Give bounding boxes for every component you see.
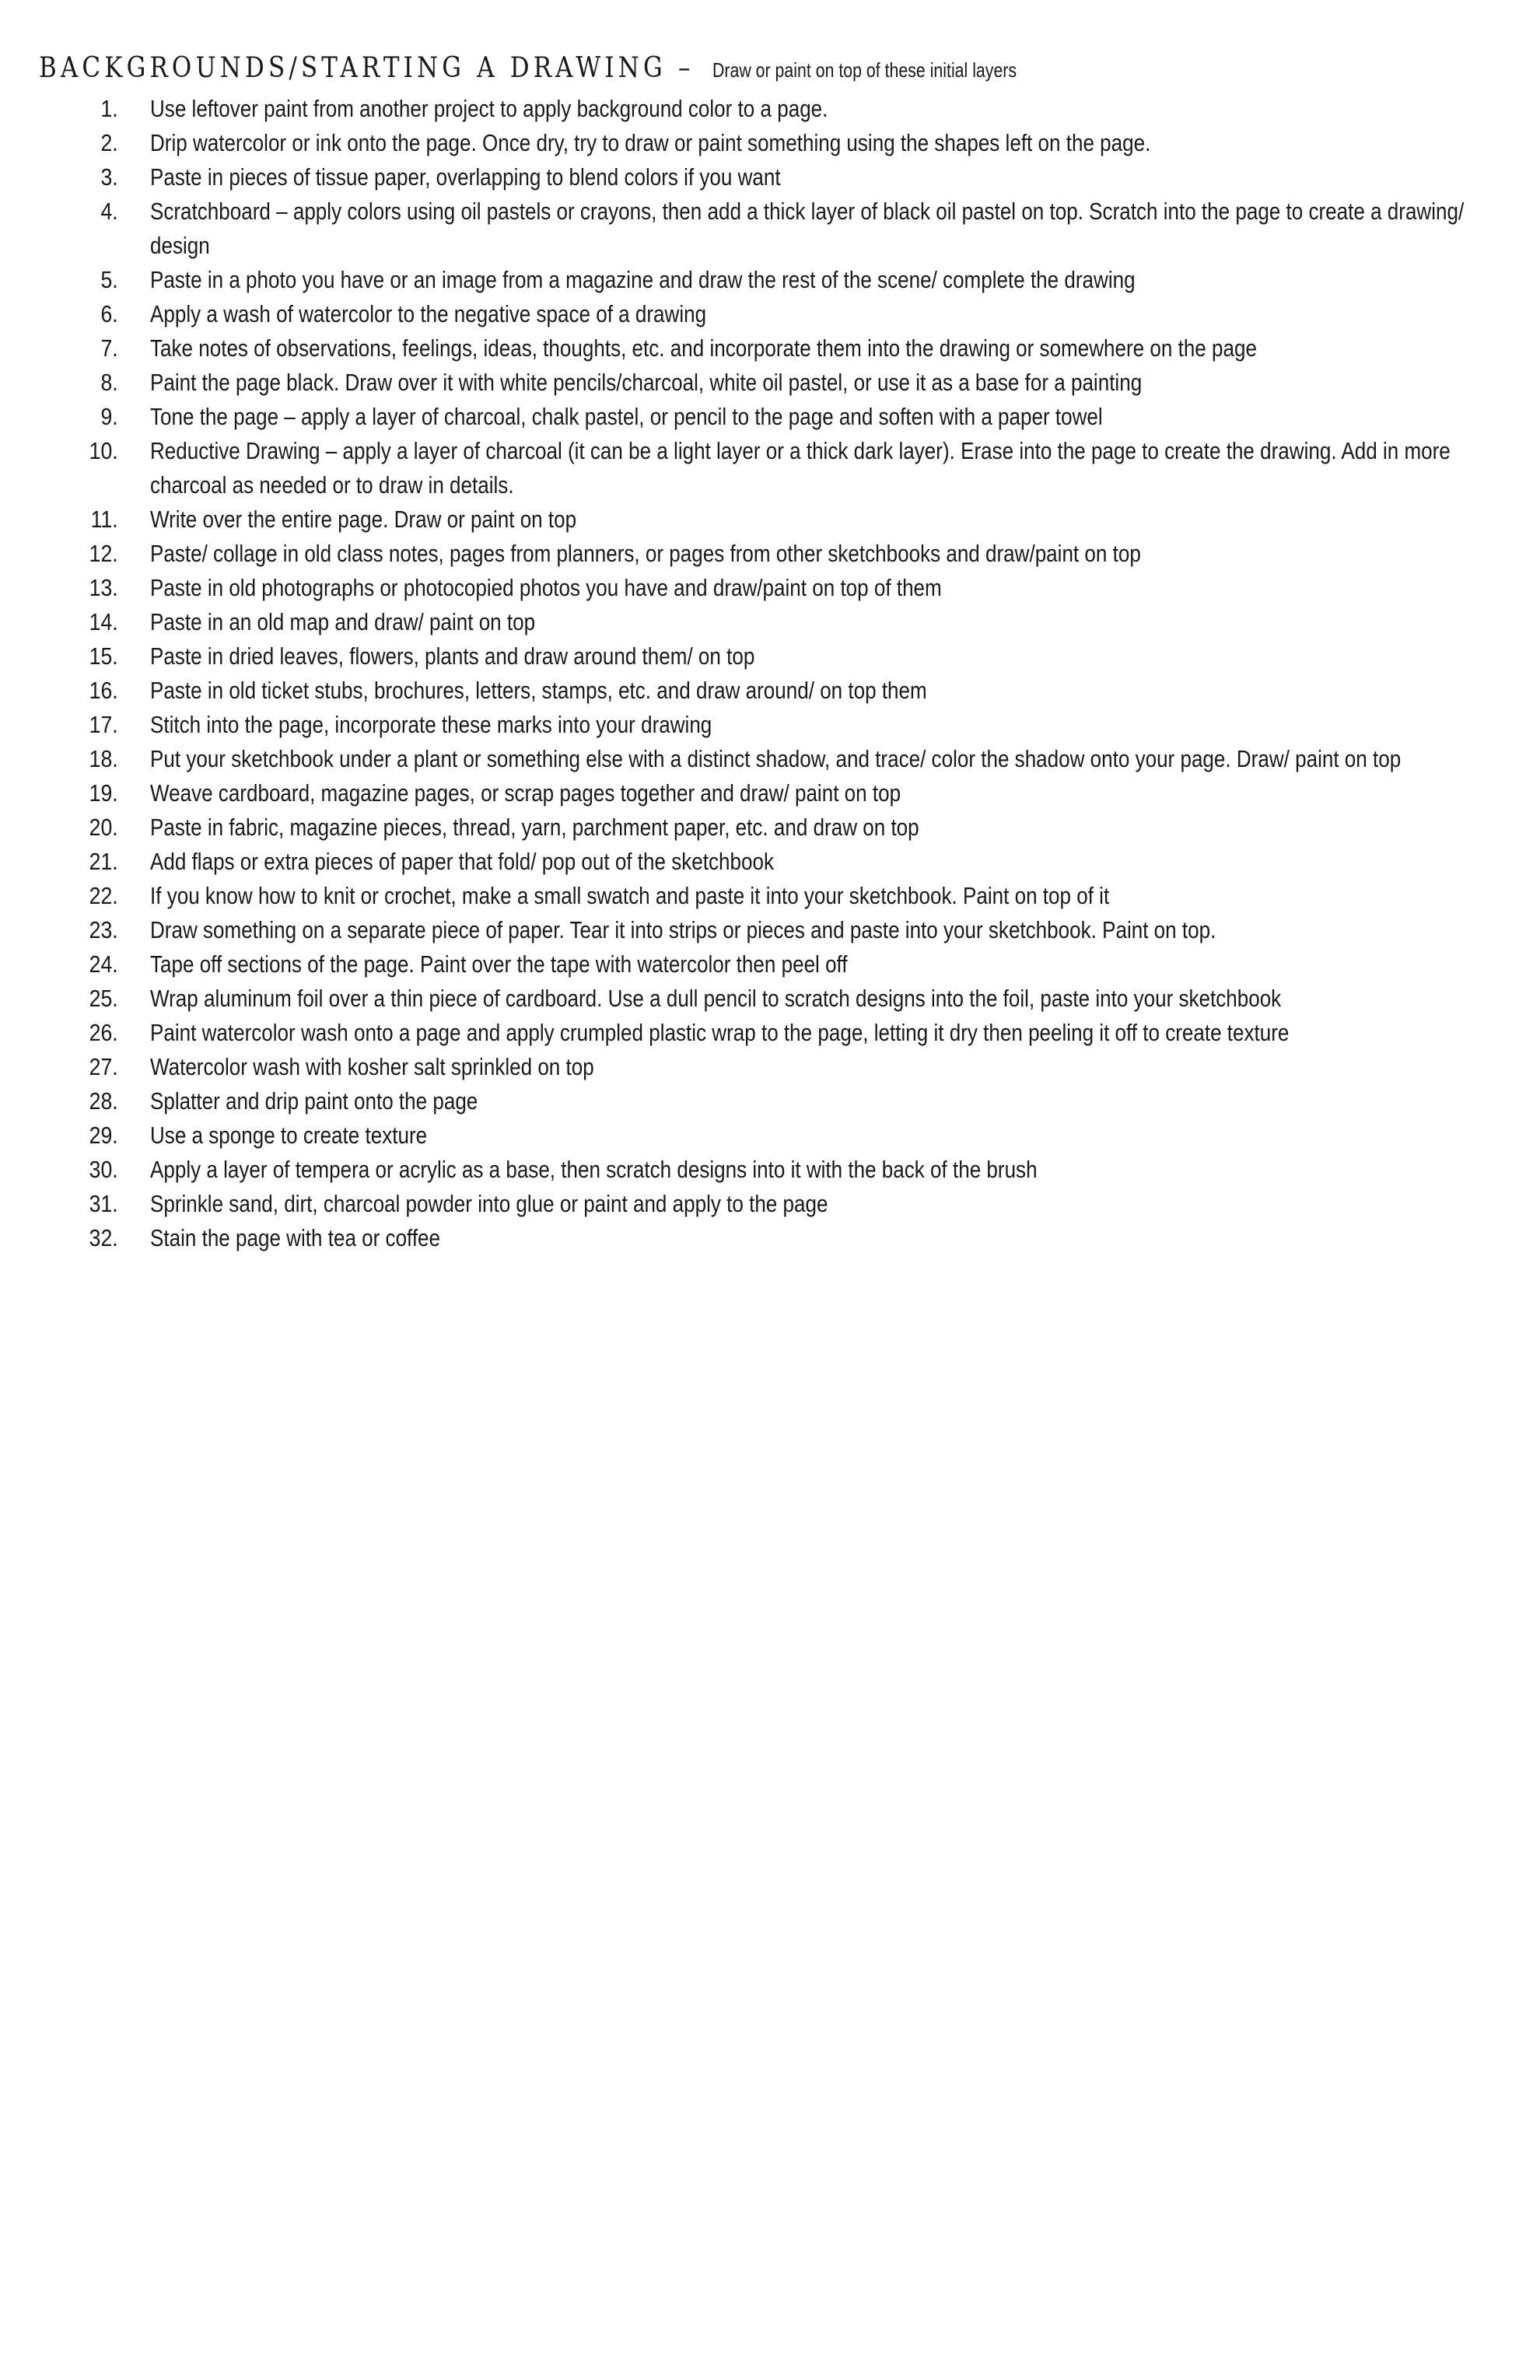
page-heading — [39, 45, 1517, 97]
item-number: 23. — [89, 916, 118, 943]
item-text: Apply a layer of tempera or acrylic as a base, then scratch designs into it with the back of the brush — [150, 1156, 1038, 1183]
list-item — [0, 160, 1540, 194]
list-item — [0, 502, 1540, 537]
item-number: 7. — [100, 334, 118, 362]
item-text: Paste in a photo you have or an image from a magazine and draw the rest of the scene/ complete the drawing — [150, 266, 1136, 293]
list-item — [0, 810, 1540, 845]
item-text: Scratchboard – apply colors using oil pastels or crayons, then add a thick layer of black oil pastel on top. Scratch into the page to create a drawing/ design — [150, 198, 1465, 259]
item-text: Sprinkle sand, dirt, charcoal powder into glue or paint and apply to the page — [150, 1190, 828, 1217]
item-number: 14. — [89, 608, 118, 635]
item-number: 13. — [89, 574, 118, 601]
item-number: 15. — [89, 642, 118, 670]
item-number: 10. — [89, 437, 118, 464]
item-number: 4. — [100, 198, 118, 225]
item-number: 28. — [89, 1087, 118, 1115]
list-item — [0, 366, 1540, 400]
list-item — [0, 1016, 1540, 1050]
list-item — [0, 947, 1540, 982]
technique-list — [0, 92, 1540, 1255]
item-number: 2. — [100, 129, 118, 156]
item-number: 30. — [89, 1156, 118, 1183]
list-item — [0, 263, 1540, 297]
list-item — [0, 92, 1540, 126]
list-item — [0, 1118, 1540, 1153]
item-number: 11. — [90, 506, 118, 533]
item-text: Weave cardboard, magazine pages, or scrap pages together and draw/ paint on top — [150, 779, 901, 807]
list-item — [0, 845, 1540, 879]
list-item — [0, 1187, 1540, 1221]
item-text: Paste/ collage in old class notes, pages from planners, or pages from other sketchbooks and draw/paint on top — [150, 540, 1141, 567]
item-text: Watercolor wash with kosher salt sprinkled on top — [150, 1053, 594, 1080]
item-number: 8. — [100, 369, 118, 396]
item-number: 6. — [100, 300, 118, 327]
item-text: Add flaps or extra pieces of paper that fold/ pop out of the sketchbook — [150, 848, 774, 875]
item-text: Paint watercolor wash onto a page and apply crumpled plastic wrap to the page, letting it dry then peeling it off to create texture — [150, 1019, 1290, 1046]
item-number: 21. — [89, 848, 118, 875]
item-text: Paste in old ticket stubs, brochures, letters, stamps, etc. and draw around/ on top them — [150, 677, 927, 704]
item-number: 19. — [89, 779, 118, 807]
item-text: Paste in fabric, magazine pieces, thread, yarn, parchment paper, etc. and draw on top — [150, 814, 919, 841]
item-number: 32. — [89, 1224, 118, 1251]
list-item — [0, 571, 1540, 605]
item-number: 24. — [89, 950, 118, 978]
item-number: 1. — [100, 95, 118, 122]
item-text: Stitch into the page, incorporate these marks into your drawing — [150, 711, 712, 738]
item-text: Wrap aluminum foil over a thin piece of cardboard. Use a dull pencil to scratch designs into the foil, paste into your sketchbook — [150, 985, 1282, 1012]
list-item — [0, 1221, 1540, 1255]
item-text: Paint the page black. Draw over it with white pencils/charcoal, white oil pastel, or use it as a base for a painting — [150, 369, 1143, 396]
list-item — [0, 742, 1540, 776]
heading-subtitle: Draw or paint on top of these initial layers — [712, 58, 1017, 82]
item-number: 31. — [89, 1190, 118, 1217]
list-item — [0, 776, 1540, 810]
item-text: Use leftover paint from another project to apply background color to a page. — [150, 95, 828, 122]
item-number: 26. — [89, 1019, 118, 1046]
heading-title: BACKGROUNDS/STARTING A DRAWING – — [39, 52, 695, 84]
list-item — [0, 126, 1540, 160]
list-item — [0, 639, 1540, 674]
item-text: Put your sketchbook under a plant or something else with a distinct shadow, and trace/ color the shadow onto your page. Draw/ paint on top — [150, 745, 1402, 772]
list-item — [0, 434, 1540, 502]
item-text: Stain the page with tea or coffee — [150, 1224, 441, 1251]
item-text: Drip watercolor or ink onto the page. Once dry, try to draw or paint something using the shapes left on the page. — [150, 129, 1151, 156]
item-text: Splatter and drip paint onto the page — [150, 1087, 478, 1115]
list-item — [0, 913, 1540, 947]
list-item — [0, 194, 1540, 263]
list-item — [0, 708, 1540, 742]
item-text: Paste in an old map and draw/ paint on top — [150, 608, 536, 635]
item-text: If you know how to knit or crochet, make a small swatch and paste it into your sketchbook. Paint on top of it — [150, 882, 1110, 909]
item-number: 25. — [89, 985, 118, 1012]
item-text: Tape off sections of the page. Paint over the tape with watercolor then peel off — [150, 950, 848, 978]
item-text: Paste in dried leaves, flowers, plants and draw around them/ on top — [150, 642, 755, 670]
list-item — [0, 331, 1540, 366]
item-text: Write over the entire page. Draw or paint on top — [150, 506, 577, 533]
item-text: Reductive Drawing – apply a layer of charcoal (it can be a light layer or a thick dark layer). Erase into the page to create the drawing. Add in more charcoal as needed or to draw in details. — [150, 437, 1451, 499]
list-item — [0, 982, 1540, 1016]
item-text: Draw something on a separate piece of paper. Tear it into strips or pieces and paste into your sketchbook. Paint on top. — [150, 916, 1216, 943]
item-number: 16. — [89, 677, 118, 704]
item-number: 27. — [89, 1053, 118, 1080]
list-item — [0, 297, 1540, 331]
list-item — [0, 1084, 1540, 1118]
item-number: 22. — [89, 882, 118, 909]
item-text: Apply a wash of watercolor to the negative space of a drawing — [150, 300, 707, 327]
item-text: Tone the page – apply a layer of charcoal, chalk pastel, or pencil to the page and soften with a paper towel — [150, 403, 1103, 430]
list-item — [0, 400, 1540, 434]
item-text: Take notes of observations, feelings, ideas, thoughts, etc. and incorporate them into the drawing or somewhere on the page — [150, 334, 1257, 362]
item-number: 12. — [89, 540, 118, 567]
item-text: Paste in old photographs or photocopied photos you have and draw/paint on top of them — [150, 574, 942, 601]
item-number: 5. — [100, 266, 118, 293]
list-item — [0, 879, 1540, 913]
list-item — [0, 674, 1540, 708]
list-item — [0, 1153, 1540, 1187]
item-number: 17. — [89, 711, 118, 738]
list-item — [0, 537, 1540, 571]
item-text: Paste in pieces of tissue paper, overlapping to blend colors if you want — [150, 163, 781, 191]
item-number: 29. — [89, 1122, 118, 1149]
list-item — [0, 605, 1540, 639]
list-item — [0, 1050, 1540, 1084]
item-number: 20. — [89, 814, 118, 841]
item-number: 9. — [100, 403, 118, 430]
item-number: 3. — [100, 163, 118, 191]
item-text: Use a sponge to create texture — [150, 1122, 428, 1149]
item-number: 18. — [89, 745, 118, 772]
